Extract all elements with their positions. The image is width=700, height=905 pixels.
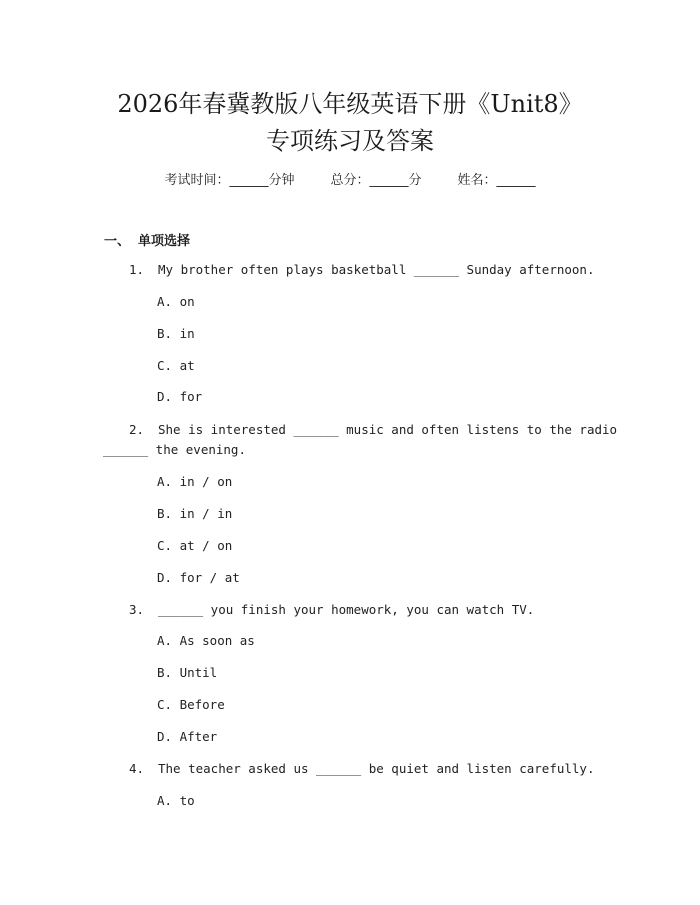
question-text: She is interested ______ music and often listens to the radio bbox=[158, 422, 618, 437]
option-2c: C. at / on bbox=[157, 538, 233, 553]
section-number: 一、 bbox=[104, 234, 131, 249]
question-number: 3. bbox=[129, 602, 145, 617]
option-3c: C. Before bbox=[157, 697, 225, 712]
option-3d: D. After bbox=[157, 729, 218, 744]
option-2d: D. for / at bbox=[157, 570, 240, 585]
option-1c: C. at bbox=[157, 358, 195, 373]
option-2b: B. in / in bbox=[157, 506, 233, 521]
exam-info-row bbox=[0, 169, 700, 188]
total-score-field: 总分：______分 bbox=[330, 173, 422, 188]
option-1a: A. on bbox=[157, 294, 195, 309]
question-number: 1. bbox=[129, 262, 145, 277]
option-2a: A. in / on bbox=[157, 474, 233, 489]
option-1b: B. in bbox=[157, 326, 195, 341]
question-number: 2. bbox=[129, 422, 145, 437]
option-3a: A. As soon as bbox=[157, 633, 255, 648]
option-3b: B. Until bbox=[157, 665, 218, 680]
question-number: 4. bbox=[129, 761, 145, 776]
question-text: The teacher asked us ______ be quiet and listen carefully. bbox=[158, 761, 595, 776]
question-text: ______ you finish your homework, you can watch TV. bbox=[158, 602, 535, 617]
question-text: My brother often plays basketball ______ Sunday afternoon. bbox=[158, 262, 595, 277]
exam-time-field: 考试时间：______分钟 bbox=[164, 173, 295, 188]
section-heading bbox=[104, 230, 190, 249]
question-2-continuation: ______ the evening. bbox=[103, 442, 246, 457]
section-title: 单项选择 bbox=[138, 234, 191, 249]
document-title-line2: 专项练习及答案 bbox=[266, 127, 434, 155]
name-field: 姓名：______ bbox=[457, 173, 536, 188]
option-4a: A. to bbox=[157, 793, 195, 808]
option-1d: D. for bbox=[157, 389, 203, 404]
document-title-line1: 2026年春冀教版八年级英语下册《Unit8》 bbox=[117, 90, 583, 118]
